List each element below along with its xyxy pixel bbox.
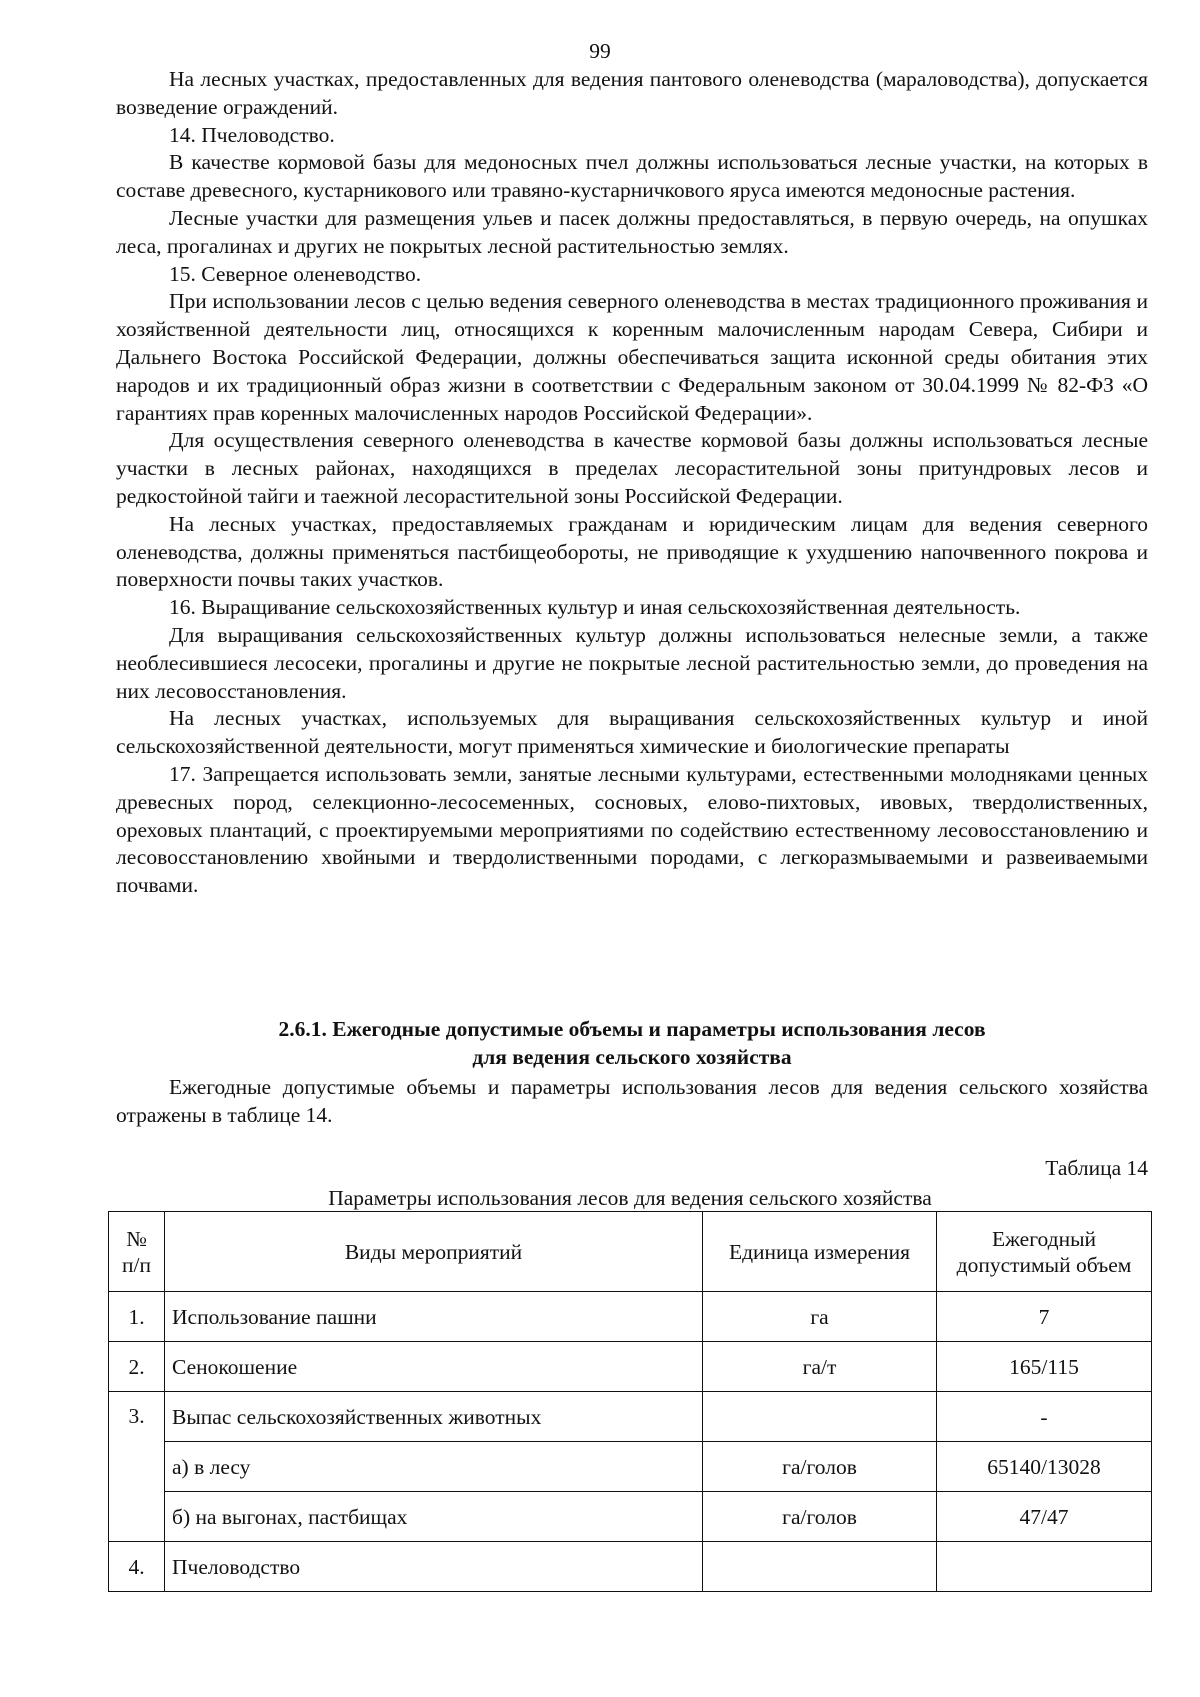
paragraph: На лесных участках, предоставленных для ведения пантового оленеводства (мараловодства), допускается возведение ограждений. [116,67,1148,119]
page-number: 99 [589,39,611,63]
table-label: Таблица 14 [1045,1156,1148,1180]
cell-activity: Выпас сельскохозяйственных животных [165,1392,703,1442]
paragraph: При использовании лесов с целью ведения северного оленеводства в местах традиционного проживания и хозяйственной деятельности лиц, относящихся к коренным малочисленным народам Севера, Сибири и Дальнего Востока Российской Федерации, должны обеспечиваться защита исконной среды обитания этих народов и их традиционный образ жизни в соответствии с Федеральным законом от 30.04.1999 № 82-ФЗ «О гарантиях прав коренных малочисленных народов Российской Федерации». [116,289,1148,425]
cell-activity: Сенокошение [165,1342,703,1392]
cell-unit: га/голов [703,1442,937,1492]
cell-volume: 165/115 [937,1342,1152,1392]
header-unit: Единица измерения [703,1212,937,1292]
cell-number: 1. [109,1292,165,1342]
paragraph: На лесных участках, используемых для выращивания сельскохозяйственных культур и иной сельскохозяйственной деятельности, могут применяться химические и биологические препараты [116,706,1148,759]
cell-number: 2. [109,1342,165,1392]
cell-unit [703,1542,937,1592]
section-heading-line: для ведения сельского хозяйства [472,1044,792,1069]
table-row [109,1542,1152,1592]
list-item-heading: 16. Выращивание сельскохозяйственных культур и иная сельскохозяйственная деятельность. [169,595,1021,620]
table-row [109,1392,1152,1442]
cell-volume: 47/47 [937,1492,1152,1542]
cell-unit: га/т [703,1342,937,1392]
header-volume: Ежегодный допустимый объем [937,1212,1152,1292]
table-row [109,1342,1152,1392]
section-heading [116,1016,1148,1072]
paragraph: В качестве кормовой базы для медоносных пчел должны использоваться лесные участки, на которых в составе древесного, кустарникового или травяно-кустарничкового яруса имеются медоносные растения. [116,150,1148,203]
cell-volume: 65140/13028 [937,1442,1152,1492]
paragraph: Для выращивания сельскохозяйственных культур должны использоваться нелесные земли, а также необлесившиеся лесосеки, прогалины и другие не покрытые лесной растительностью земли, до проведения на них лесовосстановления. [116,622,1148,703]
parameters-table [108,1211,1152,1592]
cell-volume [937,1542,1152,1592]
cell-unit [703,1392,937,1442]
cell-activity: б) на выгонах, пастбищах [165,1492,703,1542]
section-intro [116,1074,1148,1130]
cell-volume: 7 [937,1292,1152,1342]
cell-number: 3. [109,1392,165,1542]
header-number: № п/п [109,1212,165,1292]
table-row [109,1442,1152,1492]
table-row [109,1292,1152,1342]
paragraph: 17. Запрещается использовать земли, занятые лесными культурами, естественными молодняками ценных древесных пород, селекционно-лесосеменных, сосновых, елово-пихтовых, ивовых, твердолиственных, ореховых плантаций, с проектируемыми мероприятиями по содействию естественному лесовосстановлению и лесовосстановлению хвойными и твердолиственными породами, с легкоразмываемыми и развеиваемыми почвами. [116,761,1148,898]
paragraph: На лесных участках, предоставляемых гражданам и юридическим лицам для ведения северного оленеводства, должны применяться пастбищеобороты, не приводящие к ухудшению напочвенного покрова и поверхности почвы таких участков. [116,511,1148,592]
table-header-row [109,1212,1152,1292]
list-item-heading: 15. Северное оленеводство. [169,261,422,286]
cell-volume: - [937,1392,1152,1442]
header-activity: Виды мероприятий [165,1212,703,1292]
cell-unit: га [703,1292,937,1342]
paragraph: Для осуществления северного оленеводства в качестве кормовой базы должны использоваться лесные участки в лесных районах, находящихся в пределах лесорастительной зоны притундровых лесов и редкостойной тайги и таежной лесорастительной зоны Российской Федерации. [116,428,1148,508]
cell-activity: Пчеловодство [165,1542,703,1592]
list-item-heading: 14. Пчеловодство. [169,122,335,147]
table-caption: Параметры использования лесов для ведения сельского хозяйства [328,1186,932,1210]
cell-activity: а) в лесу [165,1442,703,1492]
cell-activity: Использование пашни [165,1292,703,1342]
paragraph: Лесные участки для размещения ульев и пасек должны предоставляться, в первую очередь, на опушках леса, прогалинах и других не покрытых лесной растительностью землях. [116,205,1148,258]
cell-unit: га/голов [703,1492,937,1542]
cell-number: 4. [109,1542,165,1592]
paragraph: Ежегодные допустимые объемы и параметры использования лесов для ведения сельского хозяйства отражены в таблице 14. [116,1075,1148,1127]
table-row [109,1492,1152,1542]
body-text [116,66,1148,900]
section-heading-line: 2.6.1. Ежегодные допустимые объемы и параметры использования лесов [278,1017,986,1041]
